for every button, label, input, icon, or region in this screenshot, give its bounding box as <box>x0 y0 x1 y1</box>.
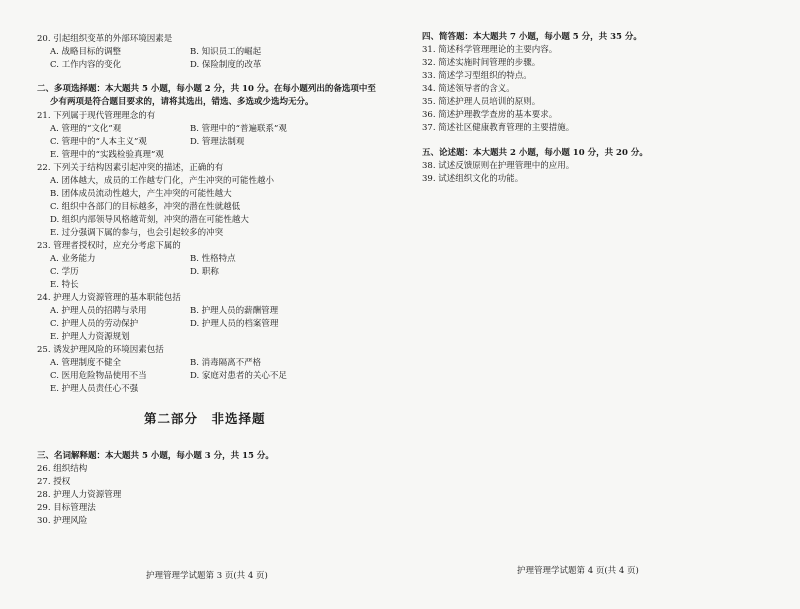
question-24-option-e: E. 护理人力资源规划 <box>50 332 130 342</box>
multi-choice-header-line1: 二、多项选择题：本大题共 5 小题，每小题 2 分，共 10 分。在每小题列出的备选项中至 <box>37 84 376 94</box>
question-22-option-b: B. 团体成员流动性越大，产生冲突的可能性越大 <box>50 189 232 199</box>
question-23-option-a: A. 业务能力 <box>50 254 96 264</box>
right-page <box>400 0 800 609</box>
short-answer-32: 32. 简述实施时间管理的步骤。 <box>422 58 541 68</box>
question-24-option-c: C. 护理人员的劳动保护 <box>50 319 139 329</box>
essay-header: 五、论述题：本大题共 2 小题，每小题 10 分，共 20 分。 <box>422 148 648 158</box>
short-answer-33: 33. 简述学习型组织的特点。 <box>422 71 532 81</box>
part-two-title: 第二部分 非选择题 <box>144 411 266 426</box>
essay-38: 38. 试述反馈原则在护理管理中的应用。 <box>422 161 575 171</box>
essay-39: 39. 试述组织文化的功能。 <box>422 174 524 184</box>
question-23-option-e: E. 特长 <box>50 280 79 290</box>
left-page-footer: 护理管理学试题第 3 页(共 4 页) <box>146 571 268 581</box>
question-23-stem: 23. 管理者授权时，应充分考虑下属的 <box>37 241 181 251</box>
question-24-stem: 24. 护理人力资源管理的基本职能包括 <box>37 293 181 303</box>
question-24-option-b: B. 护理人员的薪酬管理 <box>190 306 279 316</box>
multi-choice-header-line2: 少有两项是符合题目要求的，请将其选出，错选、多选或少选均无分。 <box>50 97 314 107</box>
term-28: 28. 护理人力资源管理 <box>37 490 122 500</box>
short-answer-31: 31. 简述科学管理理论的主要内容。 <box>422 45 558 55</box>
question-22-stem: 22. 下列关于结构因素引起冲突的描述，正确的有 <box>37 163 224 173</box>
question-22-option-a: A. 团体越大，成员的工作越专门化，产生冲突的可能性越小 <box>50 176 275 186</box>
short-answer-34: 34. 简述领导者的含义。 <box>422 84 515 94</box>
question-23-option-c: C. 学历 <box>50 267 79 277</box>
term-29: 29. 目标管理法 <box>37 503 96 513</box>
question-22-option-e: E. 过分强调下属的参与，也会引起较多的冲突 <box>50 228 224 238</box>
question-20-option-b: B. 知识员工的崛起 <box>190 47 262 57</box>
right-page-footer: 护理管理学试题第 4 页(共 4 页) <box>517 566 639 576</box>
question-21-option-d: D. 管理法制观 <box>190 137 245 147</box>
question-25-stem: 25. 诱发护理风险的环境因素包括 <box>37 345 164 355</box>
short-answer-header: 四、简答题：本大题共 7 小题，每小题 5 分，共 35 分。 <box>422 32 642 42</box>
question-20-stem: 20. 引起组织变革的外部环境因素是 <box>37 34 173 44</box>
question-21-option-c: C. 管理中的“人本主义”观 <box>50 137 147 147</box>
term-30: 30. 护理风险 <box>37 516 88 526</box>
question-23-option-d: D. 职称 <box>190 267 219 277</box>
question-25-option-b: B. 消毒隔离不严格 <box>190 358 262 368</box>
term-explanation-header: 三、名词解释题：本大题共 5 小题，每小题 3 分，共 15 分。 <box>37 451 274 461</box>
question-25-option-d: D. 家庭对患者的关心不足 <box>190 371 287 381</box>
question-21-stem: 21. 下列属于现代管理理念的有 <box>37 111 156 121</box>
question-21-option-a: A. 管理的“文化”观 <box>50 124 122 134</box>
question-20-option-d: D. 保险制度的改革 <box>190 60 262 70</box>
term-26: 26. 组织结构 <box>37 464 88 474</box>
question-25-option-a: A. 管理制度不健全 <box>50 358 122 368</box>
short-answer-36: 36. 简述护理教学查房的基本要求。 <box>422 110 558 120</box>
question-21-option-b: B. 管理中的“普遍联系”观 <box>190 124 287 134</box>
question-25-option-c: C. 医用危险物品使用不当 <box>50 371 147 381</box>
question-24-option-d: D. 护理人员的档案管理 <box>190 319 279 329</box>
question-20-option-c: C. 工作内容的变化 <box>50 60 122 70</box>
short-answer-37: 37. 简述社区健康教育管理的主要措施。 <box>422 123 575 133</box>
question-23-option-b: B. 性格特点 <box>190 254 236 264</box>
question-22-option-d: D. 组织内部领导风格越苛刻，冲突的潜在可能性越大 <box>50 215 249 225</box>
question-20-option-a: A. 战略目标的调整 <box>50 47 122 57</box>
question-21-option-e: E. 管理中的“实践检验真理”观 <box>50 150 164 160</box>
short-answer-35: 35. 简述护理人员培训的原则。 <box>422 97 541 107</box>
question-24-option-a: A. 护理人员的招聘与录用 <box>50 306 147 316</box>
term-27: 27. 授权 <box>37 477 71 487</box>
question-22-option-c: C. 组织中各部门的目标越多，冲突的潜在性就越低 <box>50 202 241 212</box>
question-25-option-e: E. 护理人员责任心不强 <box>50 384 139 394</box>
